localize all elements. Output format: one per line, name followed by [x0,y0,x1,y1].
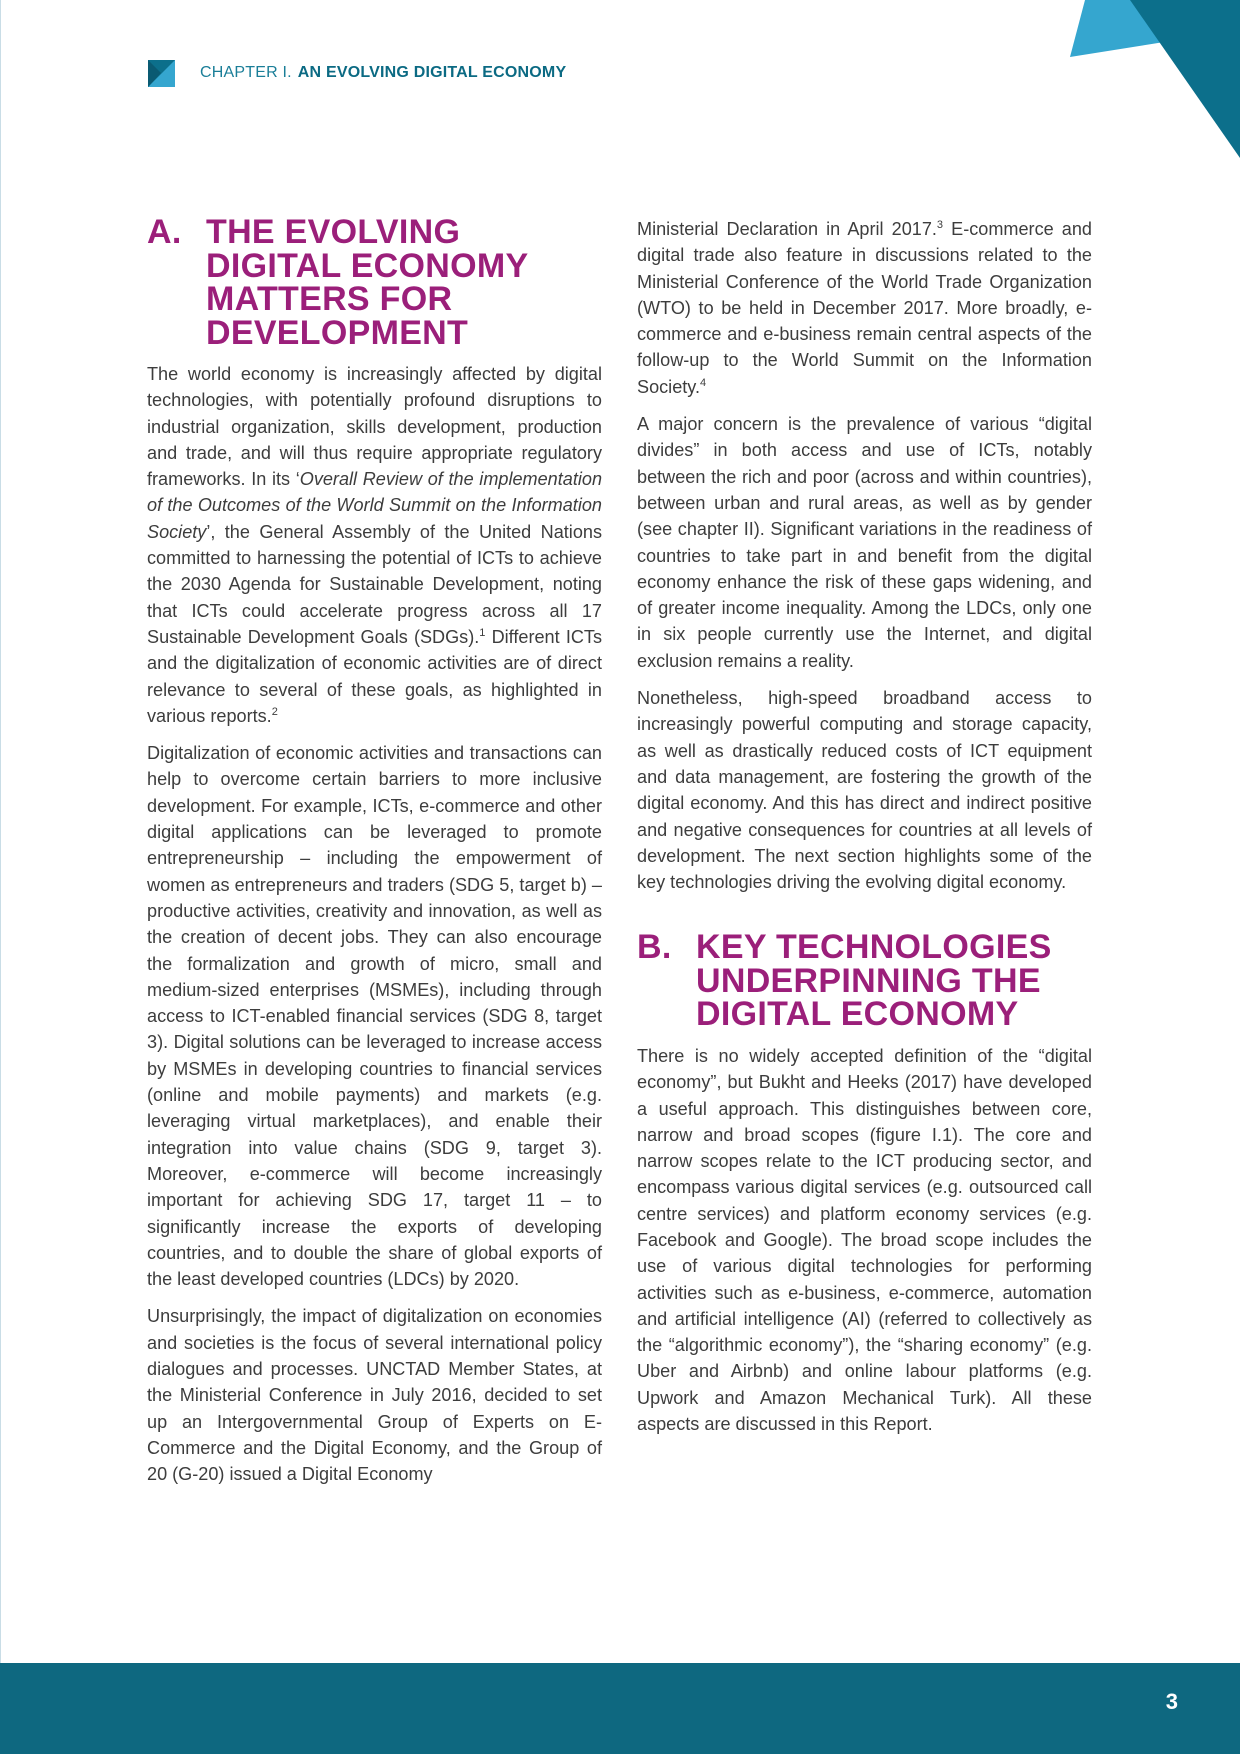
report-title-italic: Overall Review of the implementation of the Outcomes of the World Summit on the Information Society [147,469,603,542]
text-run: E-commerce and digital trade also feature in discussions related to the Ministerial Conference of the World Trade Organization (WTO) to be held in December 2017. More broadly, e-commerce and e-business remain central aspects of the follow-up to the World Summit on the Information Society. [637,219,1092,397]
section-a-paragraph-4 [637,216,1092,400]
footnote-ref[interactable]: 1 [479,626,486,639]
footnote-ref[interactable]: 3 [936,218,944,231]
section-a-paragraph-1 [147,361,602,729]
corner-decoration [1030,0,1240,160]
left-column [147,213,603,1487]
page-number: 3 [1165,1689,1178,1714]
right-column [637,216,1092,1437]
footnote-ref[interactable]: 2 [271,705,278,718]
section-a-letter: A. [147,213,182,251]
corner-triangle-dark [1130,0,1240,158]
running-header [148,58,566,88]
section-a-title: THE EVOLVING DIGITAL ECONOMY MATTERS FOR DEVELOPMENT [206,213,528,352]
section-a-paragraph-5: A major concern is the prevalence of various “digital divides” in both access and use of ICTs, notably between the rich and poor (across and within countries), between urban and rural areas, as well as by gender (see chapter II). Significant variations in the readiness of countries to take part in and benefit from the digital economy enhance the risk of these gaps widening, and of greater income inequality. Among the LDCs, only one in six people currently use the Internet, and digital exclusion remains a reality. [637,414,1092,671]
section-a-paragraph-6: Nonetheless, high-speed broadband access to increasingly powerful computing and storage capacity, as well as drastically reduced costs of ICT equipment and data management, are fostering the growth of the digital economy. And this has direct and indirect positive and negative consequences for countries at all levels of development. The next section highlights some of the key technologies driving the evolving digital economy. [637,688,1092,893]
chapter-square-icon [148,60,175,87]
section-b-paragraph-1: There is no widely accepted definition of the “digital economy”, but Bukht and Heeks (2017) have developed a useful approach. This distinguishes between core, narrow and broad scopes (figure I.1). The core and narrow scopes relate to the ICT producing sector, and encompass various digital services (e.g. outsourced call centre services) and platform economy services (e.g. Facebook and Google). The broad scope includes the use of various digital technologies for performing activities such as e-business, e-commerce, automation and artificial intelligence (AI) (referred to collectively as the “algorithmic economy”), the “sharing economy” (e.g. Uber and Airbnb) and online labour platforms (e.g. Upwork and Amazon Mechanical Turk). All these aspects are discussed in this Report. [637,1045,1092,1435]
footnote-ref[interactable]: 4 [700,376,707,389]
text-run: ’, the General Assembly of the United Nations committed to harnessing the potential of ICTs to achieve the 2030 Agenda for Sustainable Development, noting that ICTs could accelerate progress across all 17 Sustainable Development Goals (SDGs). [147,521,602,647]
text-run: Different ICTs and the digitalization of economic activities are of direct relevance to several of these goals, as highlighted in various reports. [147,626,603,726]
text-run: The world economy is increasingly affected by digital technologies, with potentially profound disruptions to industrial organization, skills development, production and trade, and will thus require appropriate regulatory frameworks. In its ‘ [147,364,602,490]
footer-bar [0,1663,1240,1754]
section-b-heading [637,928,1092,1034]
section-a-paragraph-3: Unsurprisingly, the impact of digitalization on economies and societies is the focus of several international policy dialogues and processes. UNCTAD Member States, at the Ministerial Conference in July 2016, decided to set up an Intergovernmental Group of Experts on E-Commerce and the Digital Economy, and the Group of 20 (G-20) issued a Digital Economy [147,1306,602,1485]
section-b-letter: B. [637,928,672,967]
chapter-title: AN EVOLVING DIGITAL ECONOMY [297,64,567,81]
text-run: Ministerial Declaration in April 2017. [637,219,937,239]
section-b-title: KEY TECHNOLOGIES UNDERPINNING THE DIGITAL ECONOMY [696,928,1052,1034]
section-a-heading [147,213,602,352]
chapter-label: CHAPTER I. [200,64,292,81]
section-a-paragraph-2: Digitalization of economic activities and transactions can help to overcome certain barriers to more inclusive development. For example, ICTs, e-commerce and other digital applications can be leveraged to promote entrepreneurship – including the empowerment of women as entrepreneurs and traders (SDG 5, target b) – productive activities, creativity and innovation, as well as the creation of decent jobs. They can also encourage the formalization and growth of micro, small and medium-sized enterprises (MSMEs), including through access to ICT-enabled financial services (SDG 8, target 3). Digital solutions can be leveraged to increase access by MSMEs in developing countries to financial services (online and mobile payments) and markets (e.g. leveraging virtual marketplaces), and enable their integration into value chains (SDG 9, target 3). Moreover, e-commerce will become increasingly important for achieving SDG 17, target 11 – to significantly increase the exports of developing countries, and to double the share of global exports of the least developed countries (LDCs) by 2020. [147,743,602,1290]
left-edge-rule [0,0,1,1663]
